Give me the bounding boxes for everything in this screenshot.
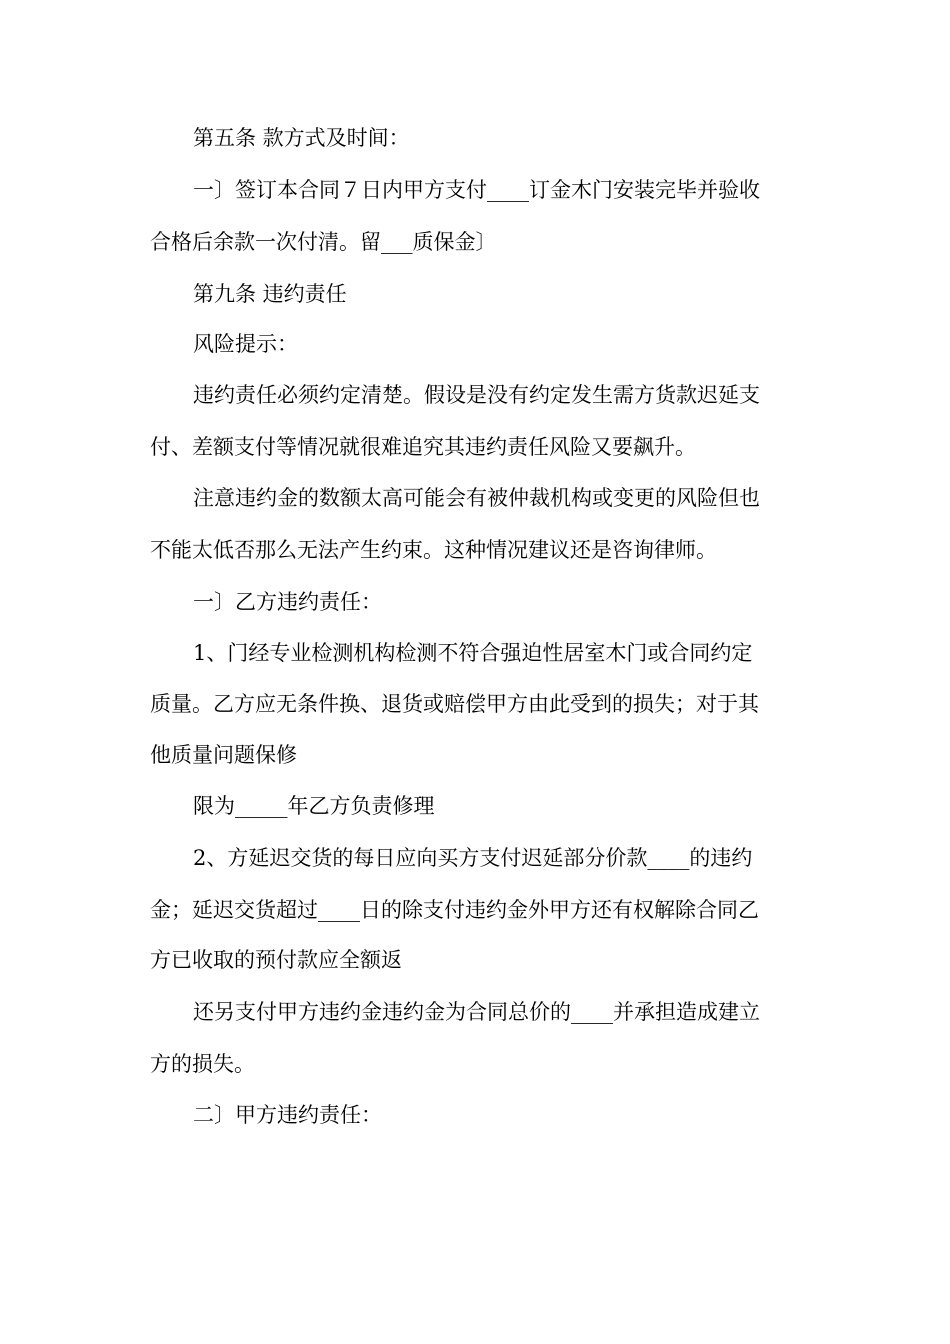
paragraph-line: 注意违约金的数额太高可能会有被仲裁机构或变更的风险但也 [193,486,760,510]
paragraph-line: 一〕签订本合同７日内甲方支付____订金木门安装完毕并验收 [193,178,760,202]
article-5-heading: 第五条 款方式及时间： [193,126,410,150]
paragraph-line: 不能太低否那么无法产生约束。这种情况建议还是咨询律师。 [150,538,717,562]
paragraph-line: 方的损失。 [150,1052,255,1076]
paragraph-line: 2、方延迟交货的每日应向买方支付迟延部分价款____的违约 [193,846,753,870]
paragraph-line: 他质量问题保修 [150,743,297,767]
party-a-liability-heading: 二〕甲方违约责任： [193,1103,382,1127]
paragraph-line: 质量。乙方应无条件换、退货或赔偿甲方由此受到的损失；对于其 [150,692,759,716]
paragraph-line: 1、门经专业检测机构检测不符合强迫性居室木门或合同约定 [193,641,753,665]
paragraph-line: 付、差额支付等情况就很难追究其违约责任风险又要飙升。 [150,435,696,459]
paragraph-line: 还另支付甲方违约金违约金为合同总价的____并承担造成建立 [193,1000,760,1024]
paragraph-line: 违约责任必须约定清楚。假设是没有约定发生需方货款迟延支 [193,383,760,407]
paragraph-line: 金；延迟交货超过____日的除支付违约金外甲方还有权解除合同乙 [150,898,759,922]
party-b-liability-heading: 一〕乙方违约责任： [193,590,382,614]
paragraph-line: 方已收取的预付款应全额返 [150,948,402,972]
article-9-heading: 第九条 违约责任 [193,282,347,306]
paragraph-line: 限为_____年乙方负责修理 [193,794,435,818]
paragraph-line: 合格后余款一次付清。留___质保金〕 [150,230,497,254]
risk-notice-heading: 风险提示： [193,332,298,356]
